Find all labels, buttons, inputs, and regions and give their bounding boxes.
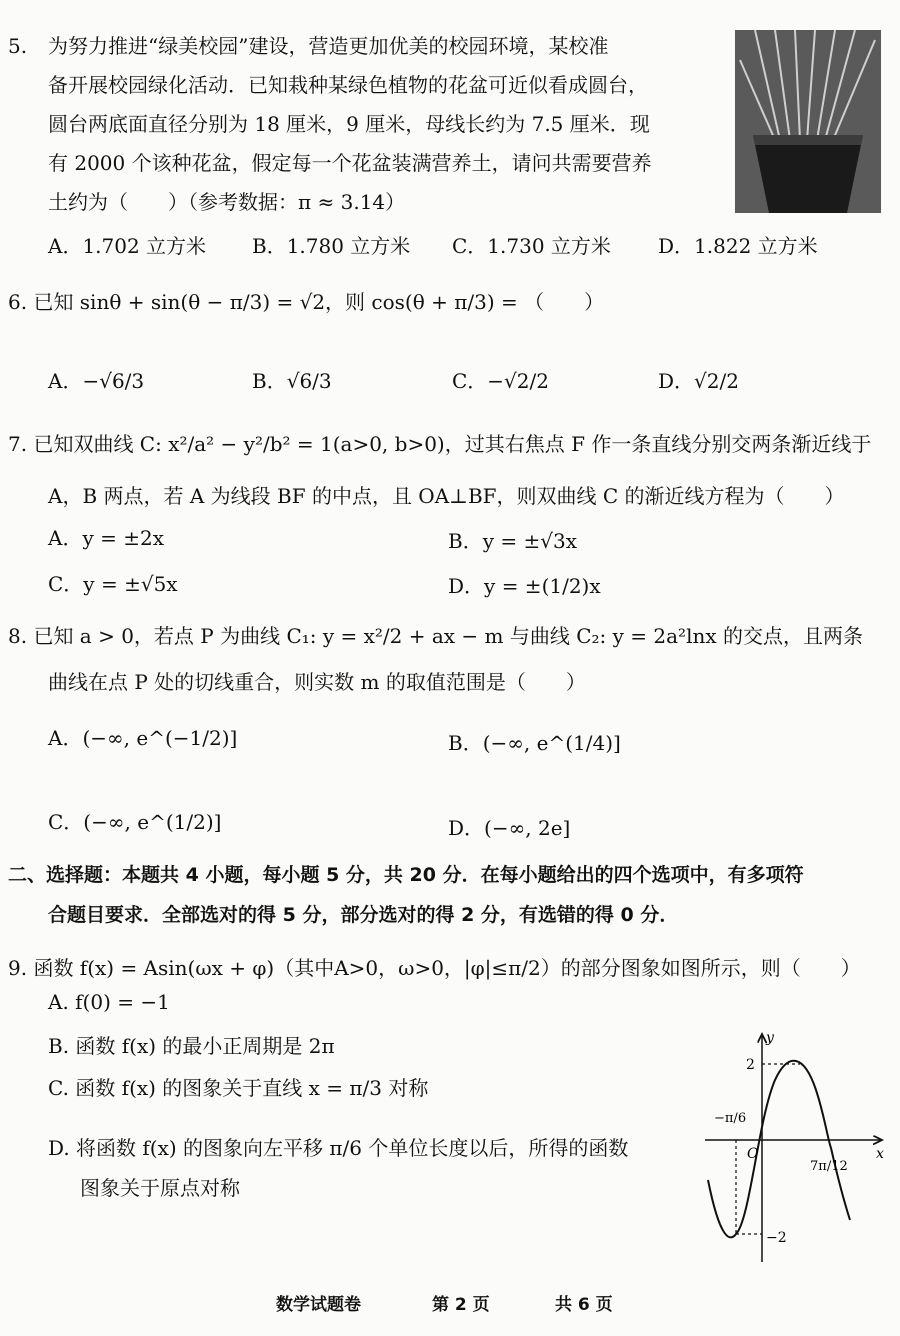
q6-option-b: B．√6/3 xyxy=(252,369,332,393)
x-left-label: −π/6 xyxy=(714,1111,747,1126)
q8-line-2: 曲线在点 P 处的切线重合，则实数 m 的取值范围是（ ） xyxy=(48,670,586,694)
section2-line-2: 合题目要求．全部选对的得 5 分，部分选对的得 2 分，有选错的得 0 分． xyxy=(48,904,679,926)
q5-line-1: 为努力推进“绿美校园”建设，营造更加优美的校园环境，某校准 xyxy=(48,34,609,58)
q7-line-2: A，B 两点，若 A 为线段 BF 的中点，且 OA⊥BF，则双曲线 C 的渐近线方程为（ ） xyxy=(48,484,845,508)
q9-option-c: C. 函数 f(x) 的图象关于直线 x = π/3 对称 xyxy=(48,1076,429,1100)
q6-option-d: D．√2/2 xyxy=(658,369,739,393)
x-axis-label: x xyxy=(876,1146,884,1162)
q5-line-5: 土约为（ ）（参考数据：π ≈ 3.14） xyxy=(48,190,406,214)
q5-line-2: 备开展校园绿化活动．已知栽种某绿色植物的花盆可近似看成圆台， xyxy=(48,73,648,97)
q5-option-a: A．1.702 立方米 xyxy=(48,234,207,258)
q6-stem: 6. 已知 sinθ + sin(θ − π/3) = √2，则 cos(θ + π/3) = （ ） xyxy=(8,290,605,314)
q5-number: 5. xyxy=(8,34,28,58)
q5-option-b: B．1.780 立方米 xyxy=(252,234,411,258)
q6-option-a: A．−√6/3 xyxy=(48,369,145,393)
y-min-label: −2 xyxy=(766,1230,787,1246)
y-axis-label: y xyxy=(766,1030,774,1046)
q5-line-3: 圆台两底面直径分别为 18 厘米，9 厘米，母线长约为 7.5 厘米．现 xyxy=(48,112,650,136)
q9-option-a: A. f(0) = −1 xyxy=(48,990,170,1014)
q8-option-d: D．(−∞, 2e] xyxy=(448,816,571,840)
q5-line-4: 有 2000 个该种花盆，假定每一个花盆装满营养土，请问共需要营养 xyxy=(48,151,652,175)
q8-option-a: A．(−∞, e^(−1/2)] xyxy=(48,726,238,750)
x-right-label: 7π/12 xyxy=(810,1159,848,1174)
section2-line-1: 二、选择题：本题共 4 小题，每小题 5 分，共 20 分．在每小题给出的四个选项中，有多项符 xyxy=(8,864,804,886)
q9-option-d-line-1: D. 将函数 f(x) 的图象向左平移 π/6 个单位长度以后，所得的函数 xyxy=(48,1136,629,1160)
footer-title: 数学试题卷 xyxy=(276,1295,361,1315)
q7-option-c: C．y = ±√5x xyxy=(48,572,178,596)
y-max-label: 2 xyxy=(746,1057,755,1073)
q9-stem: 9. 函数 f(x) = Asin(ωx + φ)（其中A>0，ω>0，|φ|≤π/2）的部分图象如图所示，则（ ） xyxy=(8,956,861,980)
q5-option-c: C．1.730 立方米 xyxy=(452,234,611,258)
q5-option-d: D．1.822 立方米 xyxy=(658,234,818,258)
q6-option-c: C．−√2/2 xyxy=(452,369,549,393)
sine-curve xyxy=(708,1061,850,1238)
q7-option-b: B．y = ±√3x xyxy=(448,529,577,553)
q9-option-d-line-2: 图象关于原点对称 xyxy=(80,1176,240,1200)
footer-total: 共 6 页 xyxy=(555,1295,613,1315)
q8-line-1: 8. 已知 a > 0，若点 P 为曲线 C₁: y = x²/2 + ax − m 与曲线 C₂: y = 2a²lnx 的交点，且两条 xyxy=(8,624,863,648)
q8-option-c: C．(−∞, e^(1/2)] xyxy=(48,810,222,834)
q8-option-b: B．(−∞, e^(1/4)] xyxy=(448,731,621,755)
flowerpot-photo xyxy=(735,30,881,213)
origin-label: O xyxy=(747,1146,759,1162)
q9-option-b: B. 函数 f(x) 的最小正周期是 2π xyxy=(48,1034,335,1058)
footer-page: 第 2 页 xyxy=(432,1295,490,1315)
sine-graph xyxy=(700,1030,890,1270)
q7-line-1: 7. 已知双曲线 C: x²/a² − y²/b² = 1(a>0, b>0)，过其右焦点 F 作一条直线分别交两条渐近线于 xyxy=(8,432,872,456)
q7-option-a: A．y = ±2x xyxy=(48,526,164,550)
q7-option-d: D．y = ±(1/2)x xyxy=(448,574,601,598)
